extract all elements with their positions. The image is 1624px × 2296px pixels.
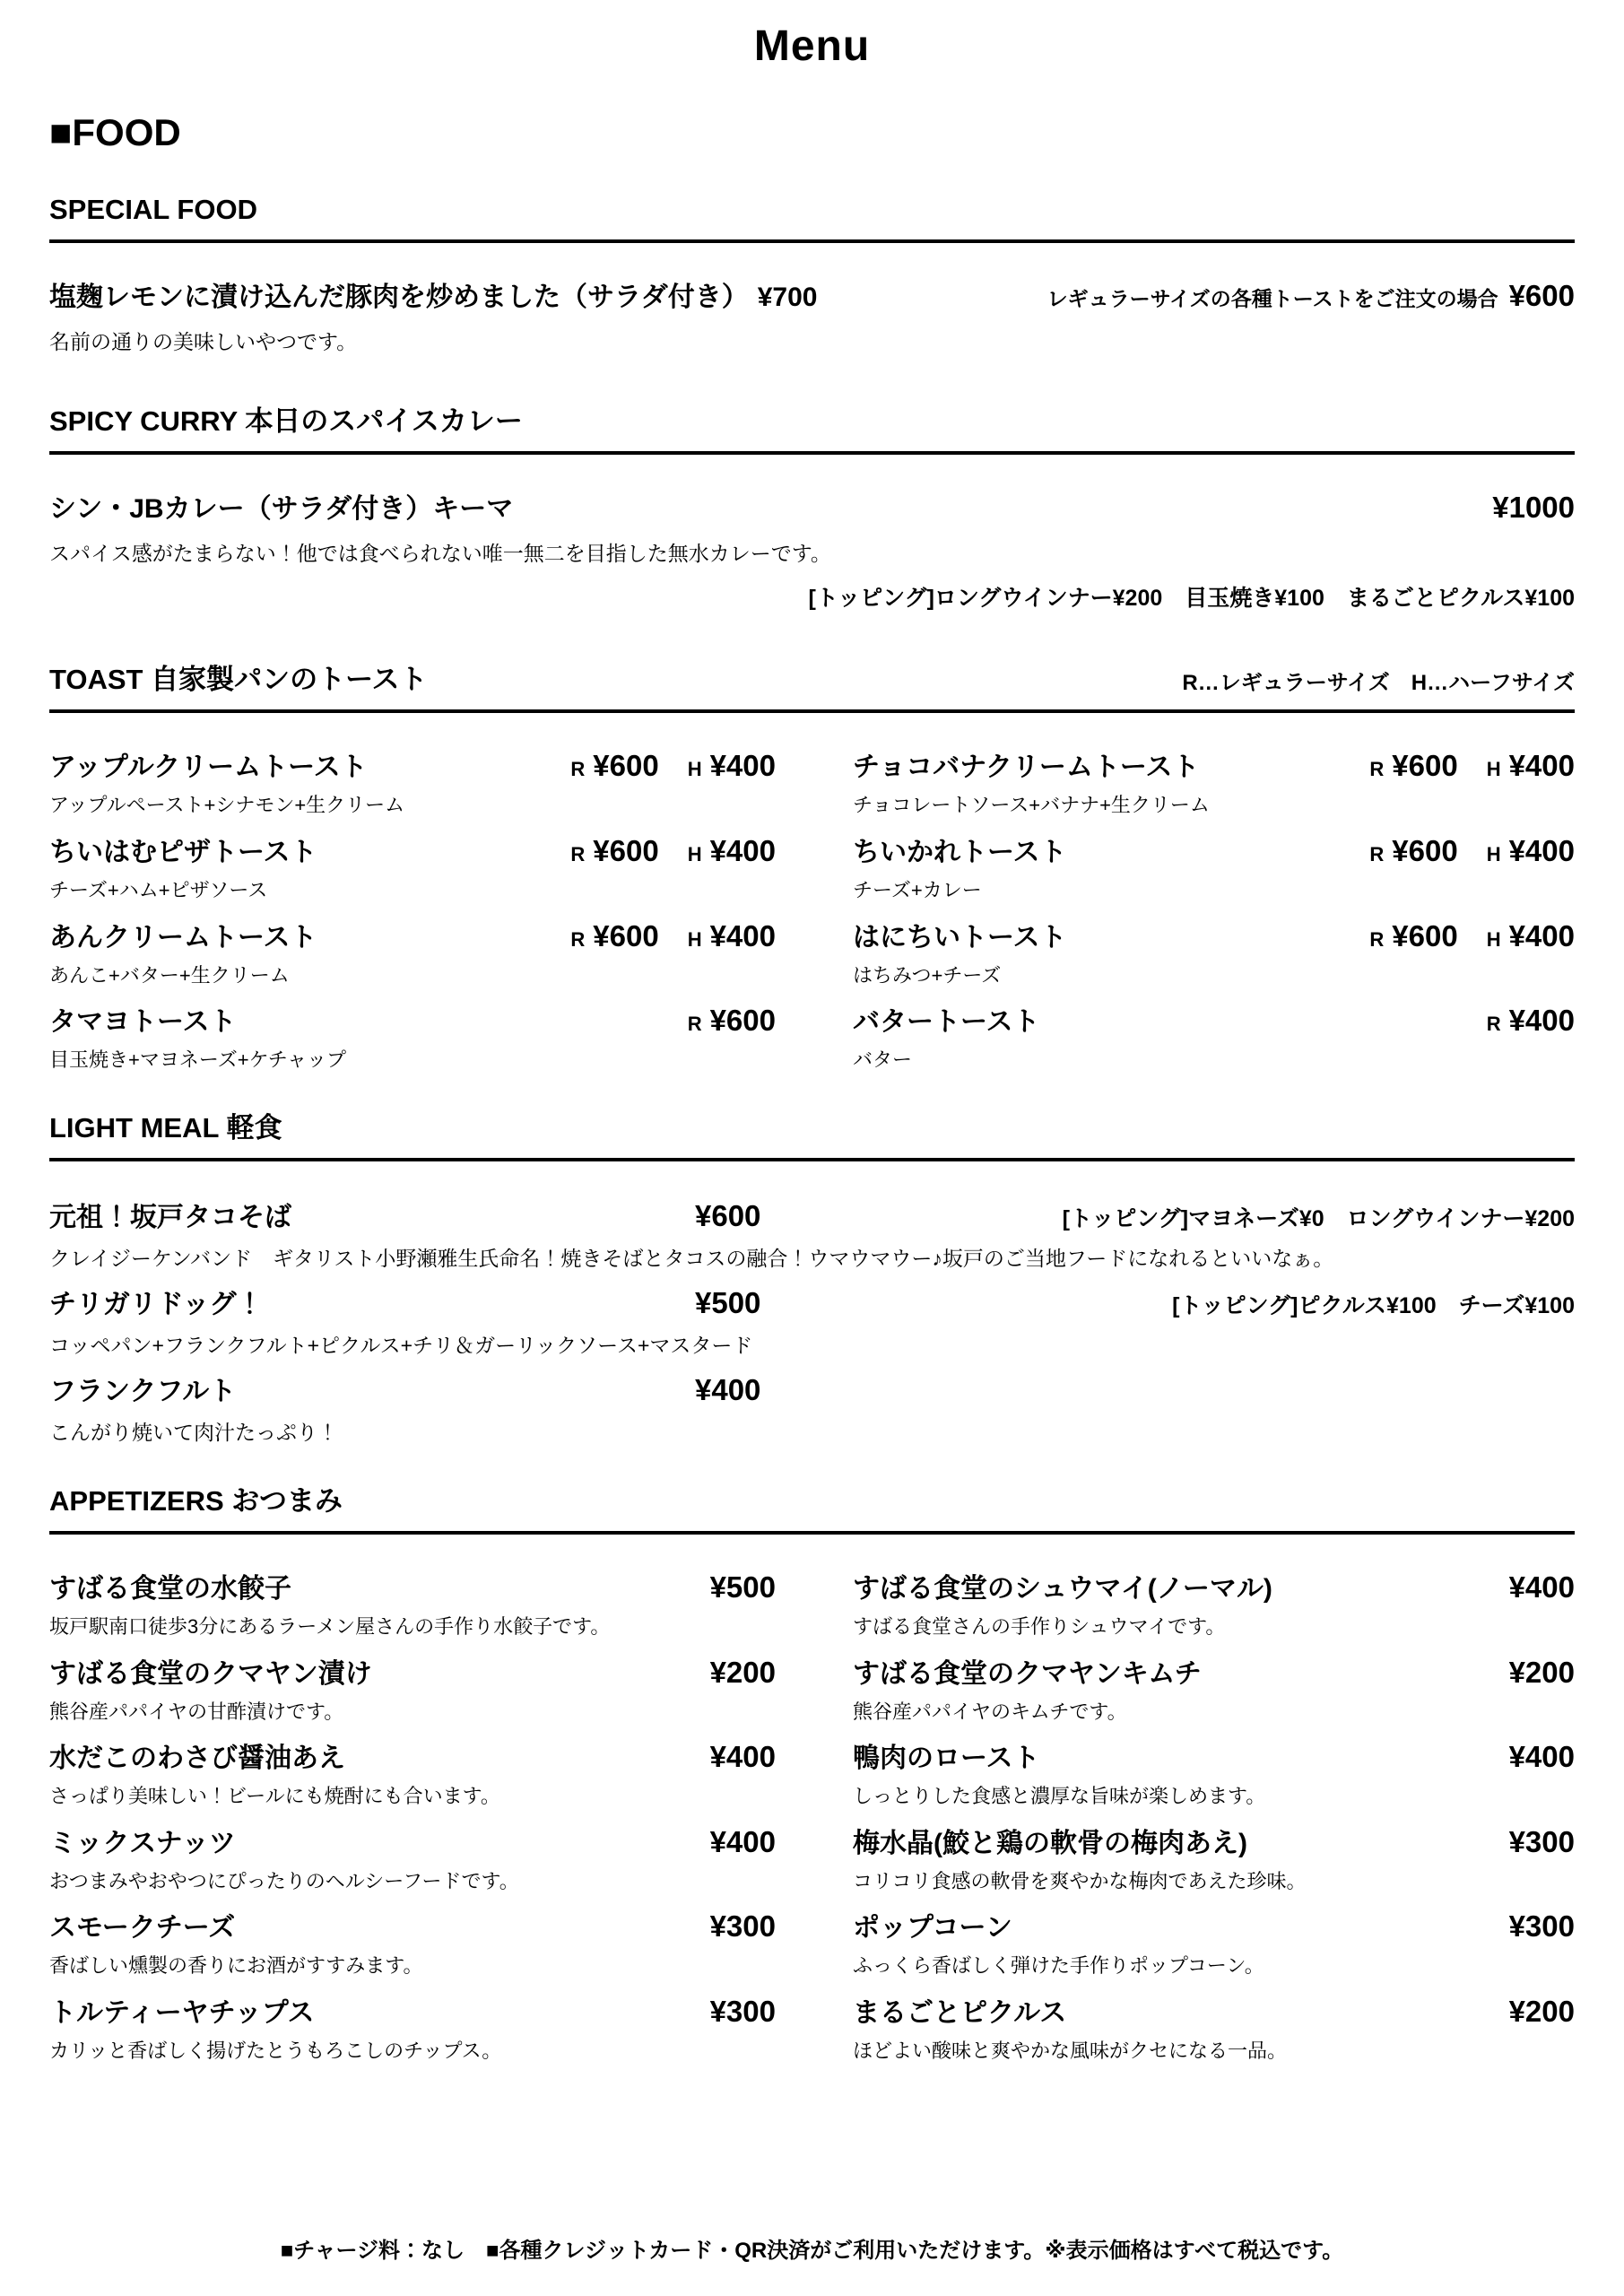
size-label-r: R [1486, 1013, 1501, 1036]
menu-item-name: すばる食堂のクマヤン漬け [49, 1658, 372, 1689]
size-label-r: R [1369, 758, 1385, 781]
size-label-r: R [570, 927, 586, 951]
menu-item-row [853, 749, 1575, 784]
menu-item-row [853, 919, 1575, 954]
item-price: ¥200 [709, 1655, 776, 1689]
price-regular [1369, 834, 1457, 868]
page-title: Menu [753, 22, 871, 70]
item-price: ¥400 [1508, 749, 1575, 783]
section-light-meal-head [49, 1113, 1575, 1144]
menu-item-name: すばる食堂の水餃子 [49, 1574, 291, 1605]
item-description: チーズ+ハム+ピザソース [49, 878, 268, 901]
item-description: 熊谷産パパイヤの甘酢漬けです。 [49, 1700, 344, 1723]
menu-item-row [49, 1995, 776, 2030]
menu-item [49, 1995, 776, 2065]
price-regular [570, 834, 658, 868]
menu-item-name: シン・JBカレー（サラダ付き）キーマ [49, 494, 514, 525]
menu-item-row [49, 919, 776, 954]
menu-item-name: 鴨肉のロースト [853, 1744, 1040, 1774]
price-half [688, 749, 776, 783]
menu-item-name-text: 塩麹レモンに漬け込んだ豚肉を炒めました（サラダ付き） [49, 283, 749, 313]
section-toast-head [49, 665, 1575, 695]
price-regular [1487, 1004, 1575, 1038]
item-price: ¥300 [709, 1995, 776, 2029]
size-label-r: R [687, 1013, 702, 1036]
item-price: ¥400 [1508, 918, 1575, 952]
menu-item-name: トルティーヤチップス [49, 1998, 315, 2029]
item-description: クレイジーケンバンド ギタリスト小野瀬雅生氏命名！焼きそばとタコスの融合！ウマウマウー♪坂戸のご当地フードになれるといいなぁ。 [49, 1246, 1334, 1270]
item-prices [1369, 919, 1575, 953]
menu-item-row [49, 1909, 776, 1944]
menu-item [49, 1286, 1575, 1360]
item-description: コッペパン+フランクフルト+ピクルス+チリ＆ガーリックソース+マスタード [49, 1333, 753, 1357]
item-price: ¥500 [695, 1285, 761, 1319]
menu-item-row [49, 1740, 776, 1775]
menu-item-row [853, 1656, 1575, 1691]
item-price: ¥400 [695, 1372, 761, 1406]
menu-item-row [49, 834, 776, 869]
menu-item-row [853, 1004, 1575, 1039]
menu-item [49, 1004, 776, 1074]
price-half [688, 834, 776, 868]
item-prices [1369, 834, 1575, 868]
item-price: ¥400 [1508, 1570, 1575, 1605]
menu-item-row [49, 1286, 1575, 1321]
menu-item [853, 749, 1575, 819]
food-category-header: ■FOOD [49, 110, 181, 153]
menu-item-row [49, 1004, 776, 1039]
item-description: 目玉焼き+マヨネーズ+ケチャップ [49, 1048, 347, 1072]
menu-item-row [49, 1656, 776, 1691]
item-description: こんがり焼いて肉汁たっぷり！ [49, 1420, 338, 1444]
menu-item-row [853, 1570, 1575, 1605]
size-label-h: H [1486, 927, 1501, 951]
price-regular [1369, 749, 1457, 783]
item-description: チョコレートソース+バナナ+生クリーム [853, 794, 1210, 817]
menu-item [49, 1570, 776, 1640]
item-description: しっとりした食感と濃厚な旨味が楽しめます。 [853, 1785, 1266, 1808]
price-half [1487, 749, 1575, 783]
section-special-food [49, 195, 1575, 356]
menu-item [853, 1004, 1575, 1074]
menu-item-row [49, 491, 1575, 526]
size-legend: R…レギュラーサイズ H…ハーフサイズ [1182, 670, 1575, 695]
menu-item-row [853, 834, 1575, 869]
menu-item [853, 1995, 1575, 2065]
topping-note: [トッピング]ロングウインナー¥200 目玉焼き¥100 まるごとピクルス¥100 [808, 586, 1575, 612]
section-divider [49, 451, 1575, 455]
section-title-spicy-curry: SPICY CURRY 本日のスパイスカレー [49, 405, 523, 438]
section-spicy-curry [49, 406, 1575, 613]
menu-item-row [853, 1909, 1575, 1944]
section-title-special-food: SPECIAL FOOD [49, 193, 257, 225]
price-half [688, 919, 776, 953]
item-prices [1487, 1004, 1575, 1038]
item-prices [1369, 749, 1575, 783]
item-description: ほどよい酸味と爽やかな風味がクセになる一品。 [853, 2039, 1288, 2063]
item-description: コリコリ食感の軟骨を爽やかな梅肉であえた珍味。 [853, 1869, 1307, 1892]
item-description: 熊谷産パパイヤのキムチです。 [853, 1700, 1127, 1723]
item-price: ¥600 [695, 1198, 761, 1232]
toast-order-note-text: レギュラーサイズの各種トーストをご注文の場合 [1046, 287, 1498, 311]
menu-item-name: チョコバナクリームトースト [853, 752, 1200, 783]
menu-item [49, 1656, 776, 1726]
item-price: ¥500 [709, 1570, 776, 1605]
size-label-r: R [570, 758, 586, 781]
menu-item-row [853, 1995, 1575, 2030]
item-price: ¥300 [709, 1909, 776, 1944]
item-description: はちみつ+チーズ [853, 963, 1002, 987]
item-prices [570, 919, 776, 953]
section-special-food-head [49, 195, 1575, 225]
menu-item [853, 1570, 1575, 1640]
size-label-r: R [1369, 927, 1385, 951]
price-half [1487, 834, 1575, 868]
menu-item-name: すばる食堂のクマヤンキムチ [853, 1658, 1202, 1689]
size-label-h: H [1486, 842, 1501, 865]
menu-item [853, 1740, 1575, 1810]
item-description: スパイス感がたまらない！他では食べられない唯一無二を目指した無水カレーです。 [49, 542, 831, 566]
menu-item [853, 834, 1575, 904]
item-prices [570, 749, 776, 783]
item-price: ¥600 [1392, 749, 1458, 783]
topping-note: [トッピング]ピクルス¥100 チーズ¥100 [1172, 1292, 1575, 1318]
menu-item-row [49, 749, 776, 784]
menu-item-row [49, 279, 1575, 314]
item-description: カリッと香ばしく揚げたとうもろこしのチップス。 [49, 2039, 502, 2063]
item-price: ¥200 [1508, 1995, 1575, 2029]
menu-item-name: 元祖！坂戸タコそば [49, 1202, 291, 1232]
menu-item-name: チリガリドッグ！ [49, 1289, 264, 1319]
item-price: ¥400 [1508, 833, 1575, 867]
section-divider [49, 709, 1575, 713]
item-price: ¥600 [593, 833, 659, 867]
menu-item [49, 749, 776, 819]
menu-item-row [853, 1740, 1575, 1775]
toast-columns [49, 749, 1575, 1073]
menu-item-name: すばる食堂のシュウマイ(ノーマル) [853, 1574, 1272, 1605]
light-meal-items [49, 1199, 1575, 1447]
topping-note: [トッピング]マヨネーズ¥0 ロングウインナー¥200 [1062, 1205, 1575, 1231]
section-appetizers-head [49, 1486, 1575, 1517]
menu-item-name: はにちいトースト [853, 922, 1067, 952]
menu-item-row [853, 1825, 1575, 1860]
menu-item-name: 梅水晶(鮫と鶏の軟骨の梅肉あえ) [853, 1828, 1247, 1858]
menu-item [49, 1740, 776, 1810]
item-price: ¥400 [1508, 1004, 1575, 1038]
price-regular [570, 919, 658, 953]
item-description: バター [853, 1048, 913, 1072]
menu-item [49, 919, 776, 989]
menu-item [853, 1825, 1575, 1895]
item-price: ¥400 [1508, 1740, 1575, 1774]
item-price: ¥600 [709, 1004, 776, 1038]
toast-order-note-price: ¥600 [1508, 279, 1575, 313]
toast-column-left [49, 749, 776, 1073]
menu-item-name: あんクリームトースト [49, 922, 317, 952]
menu-item [853, 1909, 1575, 1979]
menu-item [49, 834, 776, 904]
menu-item-name: タマヨトースト [49, 1007, 237, 1038]
item-description: あんこ+バター+生クリーム [49, 963, 290, 987]
menu-item [49, 1825, 776, 1895]
price-half [1487, 919, 1575, 953]
item-price: ¥400 [709, 918, 776, 952]
menu-item [853, 1656, 1575, 1726]
footer-note: ■チャージ料：なし ■各種クレジットカード・QR決済がご利用いただけます。※表示価格はすべて税込です。 [280, 2239, 1344, 2263]
item-description: 坂戸駅南口徒歩3分にあるラーメン屋さんの手作り水餃子です。 [49, 1615, 611, 1639]
menu-item [49, 1909, 776, 1979]
menu-item-name: ミックスナッツ [49, 1828, 236, 1858]
menu-item-name: 水だこのわさび醤油あえ [49, 1744, 345, 1774]
item-price: ¥600 [593, 918, 659, 952]
section-divider [49, 1531, 1575, 1535]
toast-order-note [1047, 279, 1575, 313]
size-label-h: H [1486, 758, 1501, 781]
size-label-h: H [687, 758, 702, 781]
menu-item-name: ポップコーン [853, 1913, 1012, 1944]
section-divider [49, 1158, 1575, 1161]
appetizer-column-right [853, 1570, 1575, 2065]
item-description: チーズ+カレー [853, 878, 982, 901]
menu-item [49, 1199, 1575, 1273]
item-description: おつまみやおやつにぴったりのヘルシーフードです。 [49, 1869, 519, 1892]
menu-item-name: バタートースト [853, 1007, 1040, 1038]
size-label-h: H [687, 927, 702, 951]
item-price: ¥300 [1508, 1909, 1575, 1944]
section-title-light-meal: LIGHT MEAL 軽食 [49, 1111, 282, 1144]
item-description: 香ばしい燻製の香りにお酒がすすみます。 [49, 1954, 423, 1978]
item-price: ¥400 [709, 1824, 776, 1858]
item-description: さっぱり美味しい！ビールにも焼酎にも合います。 [49, 1785, 500, 1808]
price-regular [688, 1004, 776, 1038]
section-light-meal [49, 1113, 1575, 1447]
item-prices [570, 834, 776, 868]
item-prices [688, 1004, 776, 1038]
menu-item-name: ちいはむピザトースト [49, 837, 317, 867]
item-price: ¥400 [709, 749, 776, 783]
item-description: 名前の通りの美味しいやつです。 [49, 330, 358, 354]
item-price: ¥600 [1392, 918, 1458, 952]
section-title-toast: TOAST 自家製パンのトースト [49, 664, 428, 696]
size-label-r: R [1369, 842, 1385, 865]
item-price: ¥700 [757, 283, 818, 313]
section-toast [49, 665, 1575, 1073]
item-description: アップルペースト+シナモン+生クリーム [49, 794, 405, 817]
menu-item-row [49, 1373, 1575, 1408]
item-price: ¥600 [1392, 833, 1458, 867]
menu-item-name [49, 282, 817, 314]
section-spicy-curry-head [49, 406, 1575, 437]
item-price: ¥600 [593, 749, 659, 783]
item-description: ふっくら香ばしく弾けた手作りポップコーン。 [853, 1954, 1264, 1978]
section-divider [49, 239, 1575, 243]
item-price: ¥200 [1508, 1655, 1575, 1689]
item-price: ¥300 [1508, 1824, 1575, 1858]
item-description: すばる食堂さんの手作りシュウマイです。 [853, 1615, 1226, 1639]
menu-item-name: フランクフルト [49, 1376, 237, 1406]
size-label-h: H [687, 842, 702, 865]
item-price: ¥1000 [1492, 491, 1575, 525]
section-title-appetizers: APPETIZERS おつまみ [49, 1484, 343, 1517]
price-regular [570, 749, 658, 783]
price-regular [1369, 919, 1457, 953]
toast-column-right [853, 749, 1575, 1073]
menu-item [49, 1373, 1575, 1447]
item-price: ¥400 [709, 833, 776, 867]
menu-item-name: ちいかれトースト [853, 837, 1067, 867]
menu-item-row [49, 1199, 1575, 1234]
section-appetizers [49, 1486, 1575, 2065]
menu-item-row [49, 1825, 776, 1860]
appetizer-column-left [49, 1570, 776, 2065]
menu-item-name: アップルクリームトースト [49, 752, 368, 783]
menu-item [853, 919, 1575, 989]
appetizer-columns [49, 1570, 1575, 2065]
menu-item-name: スモークチーズ [49, 1913, 236, 1944]
size-label-r: R [570, 842, 586, 865]
menu-item-name: まるごとピクルス [853, 1998, 1067, 2029]
menu-item-row [49, 1570, 776, 1605]
item-price: ¥400 [709, 1740, 776, 1774]
